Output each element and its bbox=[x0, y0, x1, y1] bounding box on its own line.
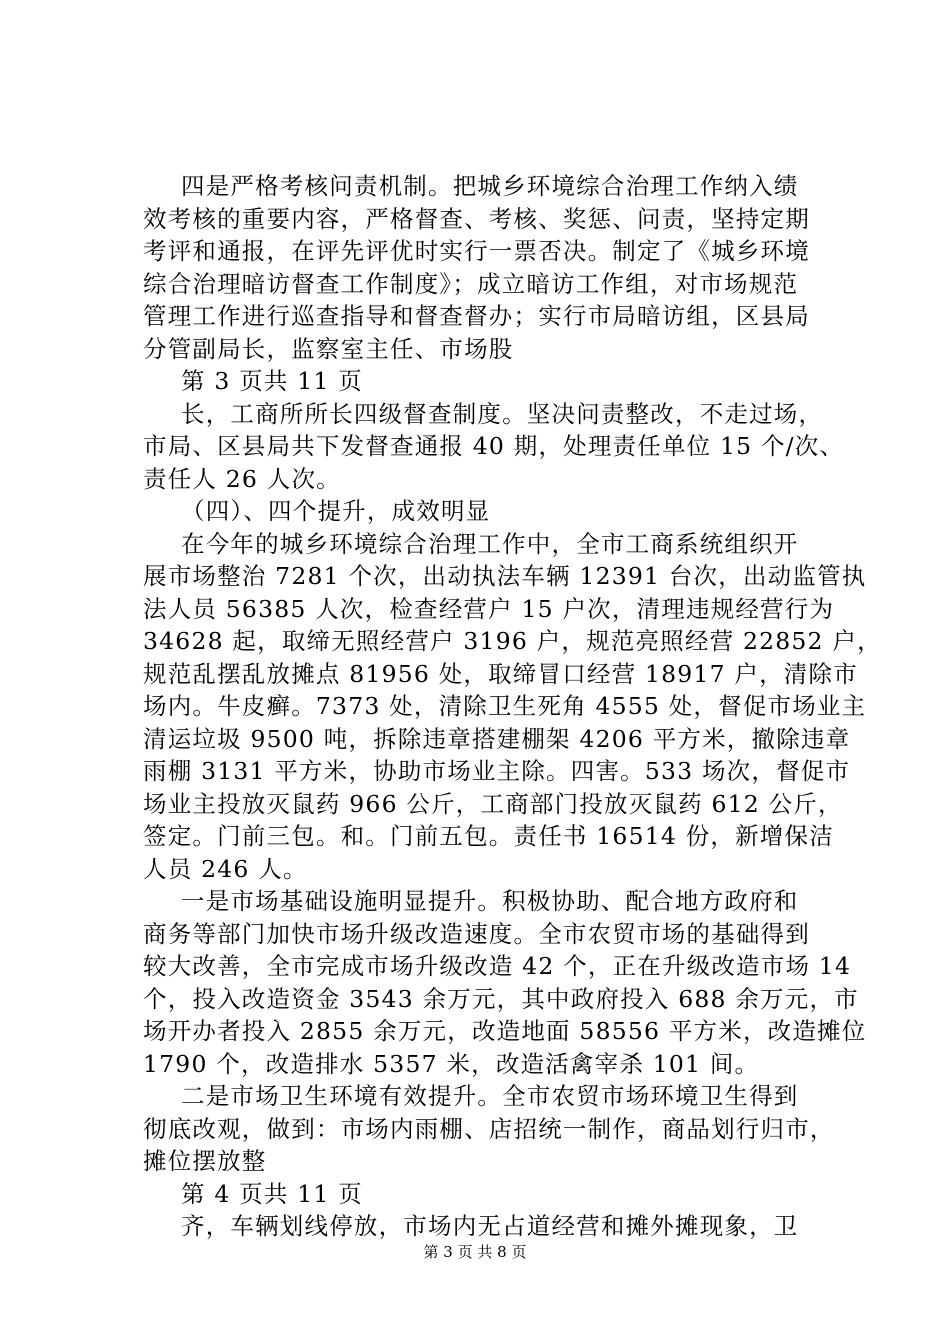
text-line: 较大改善，全市完成市场升级改造 42 个，正在升级改造市场 14 bbox=[143, 952, 852, 980]
text-line: 一是市场基础设施明显提升。积极协助、配合地方政府和 bbox=[181, 887, 799, 915]
text-line: （四）、四个提升，成效明显 bbox=[181, 497, 491, 525]
text-line: 摊位摆放整 bbox=[143, 1147, 267, 1175]
text-line: 第 4 页共 11 页 bbox=[181, 1179, 363, 1208]
text-line: 二是市场卫生环境有效提升。全市农贸市场环境卫生得到 bbox=[181, 1082, 799, 1110]
text-line: 个，投入改造资金 3543 余万元，其中政府投入 688 余万元，市 bbox=[143, 984, 859, 1013]
text-line: 效考核的重要内容，严格督查、考核、奖惩、问责，坚持定期 bbox=[143, 204, 810, 233]
page-number-label: 第 3 页 共 8 页 bbox=[423, 1243, 527, 1261]
text-line: 第 3 页共 11 页 bbox=[181, 367, 363, 395]
text-line: 管理工作进行巡查指导和督查督办；实行市局暗访组，区县局 bbox=[143, 302, 810, 330]
text-line: 人员 246 人。 bbox=[143, 854, 308, 883]
text-line: 场业主投放灭鼠药 966 公斤，工商部门投放灭鼠药 612 公斤， bbox=[143, 789, 843, 818]
text-line: 场开办者投入 2855 余万元，改造地面 58556 平方米，改造摊位 bbox=[143, 1017, 867, 1045]
text-line: 四是严格考核问责机制。把城乡环境综合治理工作纳入绩 bbox=[181, 172, 799, 200]
text-line: 雨棚 3131 平方米，协助市场业主除。四害。533 场次，督促市 bbox=[143, 757, 851, 785]
text-line: 规范乱摆乱放摊点 81956 处，取缔冒口经营 18917 户，清除市 bbox=[143, 659, 858, 688]
text-line: 考评和通报，在评先评优时实行一票否决。制定了《城乡环境 bbox=[143, 237, 810, 265]
text-line: 法人员 56385 人次，检查经营户 15 户次，清理违规经营行为 bbox=[143, 594, 835, 623]
text-line: 分管副局长，监察室主任、市场股 bbox=[143, 334, 514, 363]
page-footer bbox=[0, 1242, 950, 1262]
text-line: 1790 个，改造排水 5357 米，改造活禽宰杀 101 间。 bbox=[143, 1049, 760, 1078]
text-line: 场内。牛皮癣。7373 处，清除卫生死角 4555 处，督促市场业主 bbox=[143, 692, 867, 720]
text-line: 34628 起，取缔无照经营户 3196 户，规范亮照经营 22852 户， bbox=[143, 627, 882, 655]
text-line: 彻底改观，做到：市场内雨棚、店招统一制作，商品划行归市， bbox=[143, 1114, 835, 1143]
text-line: 清运垃圾 9500 吨，拆除违章搭建棚架 4206 平方米，撤除违章 bbox=[143, 724, 851, 753]
document-body bbox=[143, 170, 882, 1243]
text-line: 长，工商所所长四级督查制度。坚决问责整改，不走过场， bbox=[181, 399, 824, 428]
text-line: 齐，车辆划线停放，市场内无占道经营和摊外摊现象，卫 bbox=[181, 1212, 799, 1240]
text-line: 市局、区县局共下发督查通报 40 期，处理责任单位 15 个/次、 bbox=[143, 432, 845, 460]
text-line: 签定。门前三包。和。门前五包。责任书 16514 份，新增保洁 bbox=[143, 822, 834, 850]
text-line: 商务等部门加快市场升级改造速度。全市农贸市场的基础得到 bbox=[143, 919, 810, 948]
text-line: 在今年的城乡环境综合治理工作中，全市工商系统组织开 bbox=[181, 529, 799, 558]
text-line: 责任人 26 人次。 bbox=[143, 464, 341, 493]
text-line: 展市场整治 7281 个次，出动执法车辆 12391 台次，出动监管执 bbox=[143, 562, 867, 590]
text-line: 综合治理暗访督查工作制度》；成立暗访工作组，对市场规范 bbox=[143, 269, 799, 298]
